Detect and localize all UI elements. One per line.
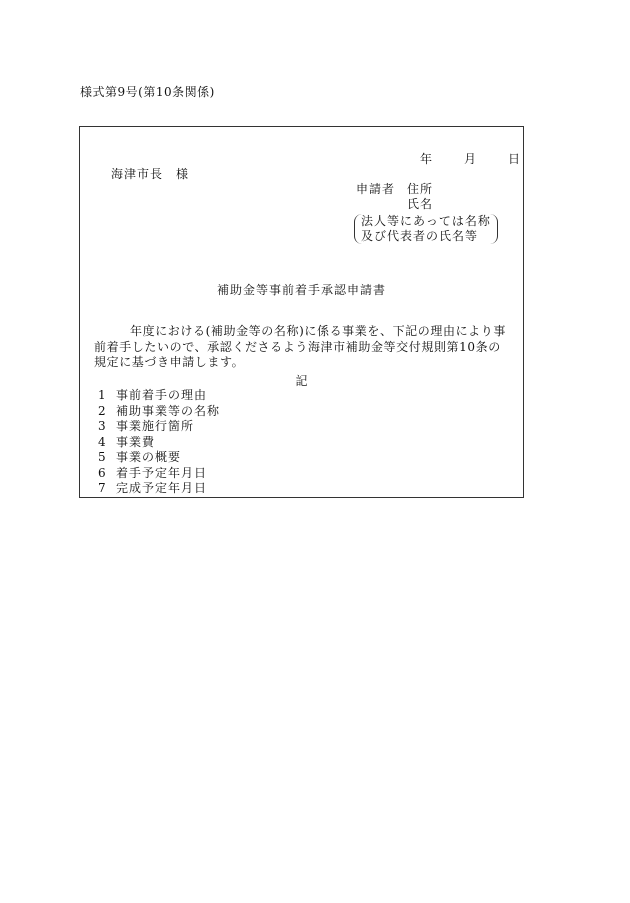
form-number: 様式第9号(第10条関係) [80,85,215,99]
year-label: 年 [420,152,433,166]
item-number: 6 [98,465,106,480]
item-text: 完成予定年月日 [116,481,208,495]
ki-heading: 記 [295,374,308,388]
name-label: 氏名 [407,197,434,211]
item-text: 事業費 [116,434,156,449]
list-item [98,466,220,482]
applicant-label: 申請者 [356,182,396,196]
date-line [420,150,520,167]
item-number: 4 [98,434,106,449]
day-label: 日 [507,152,520,166]
list-item [98,388,220,404]
addressee: 海津市長 様 [111,167,190,181]
document-title: 補助金等事前着手承認申請書 [216,283,386,297]
item-text: 事業の概要 [116,450,182,464]
item-text: 着手予定年月日 [116,465,208,480]
application-form-frame [79,126,524,498]
corporation-note [354,214,498,244]
item-number: 7 [98,481,106,495]
item-number: 5 [98,450,106,464]
item-number: 2 [98,403,106,418]
list-item [98,435,220,451]
item-text: 事前着手の理由 [116,388,208,402]
list-item [98,404,220,420]
list-item [98,450,220,466]
item-text: 補助事業等の名称 [116,403,221,418]
item-text: 事業施行箇所 [116,419,195,433]
list-item [98,419,220,435]
application-body: 年度における(補助金等の名称)に係る事業を、下記の理由により事前着手したいので、承認くださるよう海津市補助金等交付規則第10条の規定に基づき申請します。 [94,324,506,369]
month-label: 月 [463,152,476,166]
list-item [98,481,220,497]
corporation-note-line2: 及び代表者の氏名等 [361,229,479,243]
item-list [98,388,220,497]
item-number: 1 [98,388,106,402]
address-label: 住所 [407,182,434,196]
corporation-note-line1: 法人等にあっては名称 [361,214,491,228]
item-number: 3 [98,419,106,433]
